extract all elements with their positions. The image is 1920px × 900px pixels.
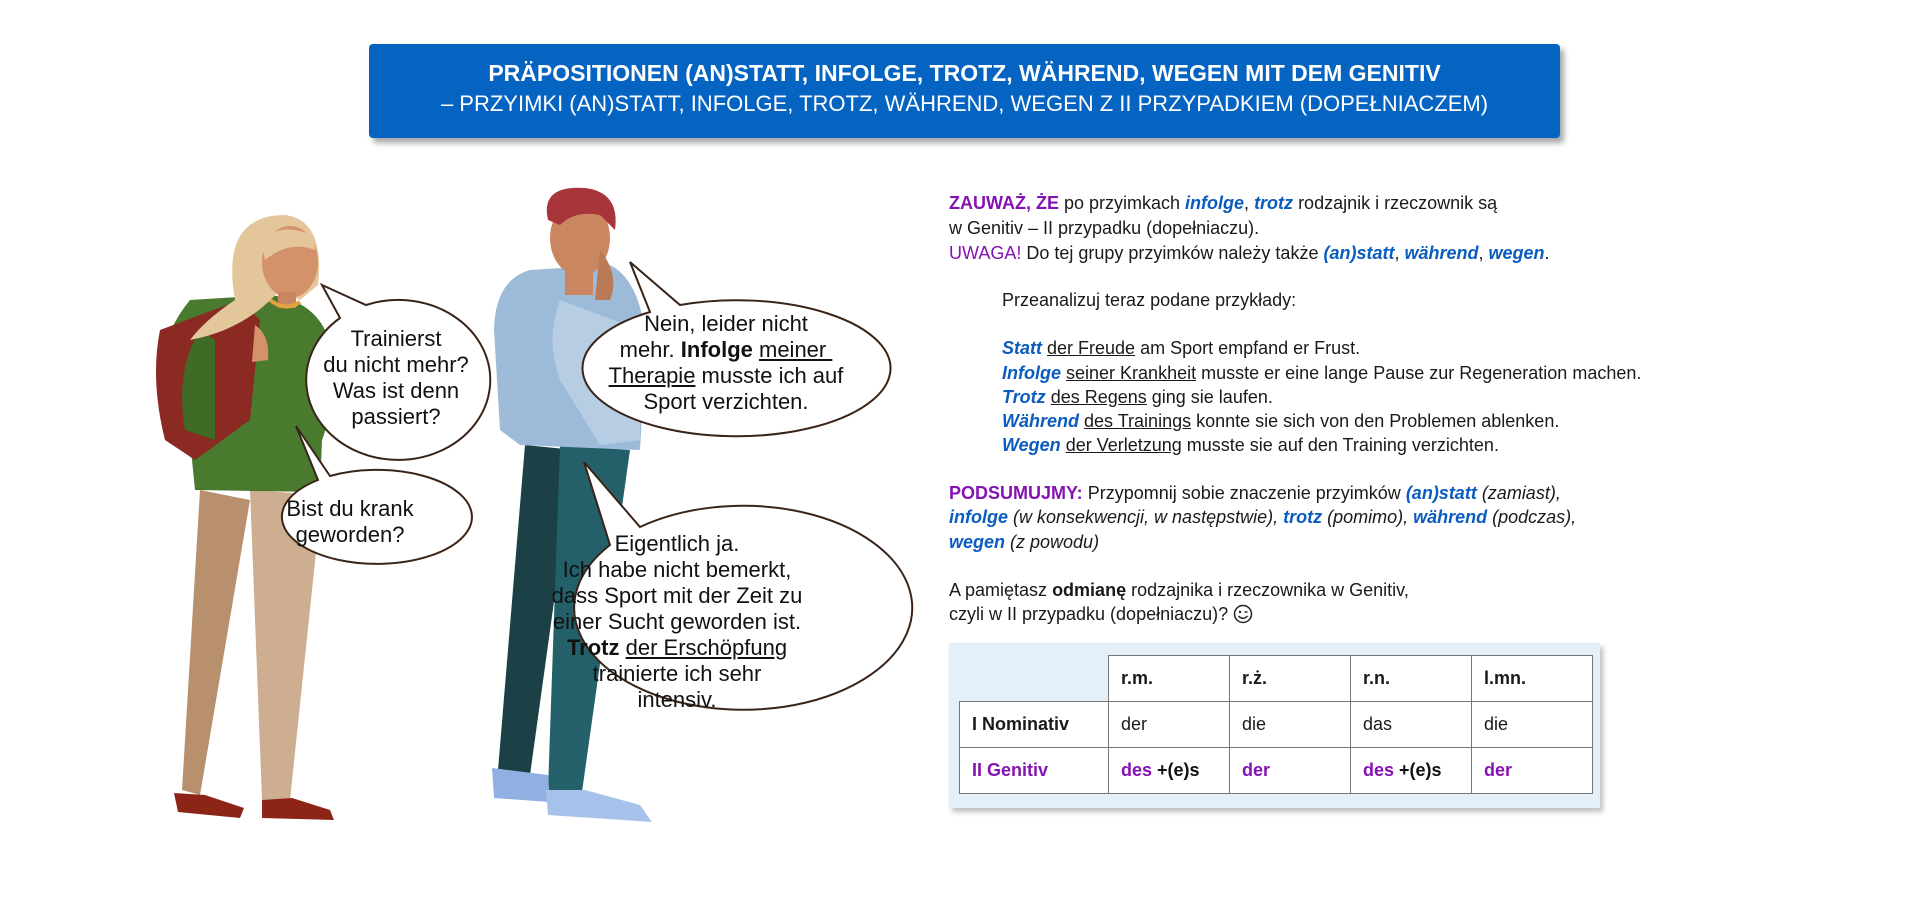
text-segment: (pomimo), (1322, 507, 1414, 527)
text-segment: seiner Krankheit (1066, 363, 1197, 383)
header-cell: r.ż. (1230, 656, 1351, 702)
example-line (1002, 361, 1641, 385)
wink-smiley-icon (1233, 604, 1253, 624)
bubble-line (576, 311, 876, 337)
title-german: PRÄPOSITIONEN (AN)STATT, INFOLGE, TROTZ, WÄHREND, WEGEN MIT DEM GENITIV (488, 60, 1441, 86)
table-cell: die (1230, 702, 1351, 748)
bubble-line: Trainierst (350, 326, 442, 351)
bubble-line (517, 687, 837, 713)
text-segment: Infolge (1002, 363, 1061, 383)
text-segment: der Freude (1047, 338, 1136, 358)
header-cell: r.m. (1109, 656, 1230, 702)
bubble-line: Was ist denn (332, 378, 460, 403)
table-cell (1109, 748, 1230, 794)
text-segment: Statt (1002, 338, 1042, 358)
article: der (1242, 760, 1271, 780)
summary-line (949, 505, 1576, 529)
text-segment: einer Sucht geworden ist. (552, 609, 802, 634)
text-segment: intensiv. (637, 687, 717, 712)
header-cell: r.n. (1351, 656, 1472, 702)
text-segment: ZAUWAŻ, ŻE (949, 193, 1059, 213)
text-segment: mehr. (619, 337, 681, 362)
text-segment: Sport verzichten. (643, 389, 809, 414)
text-segment: (w konsekwencji, w następstwie), (1008, 507, 1284, 527)
text-segment: infolge (1185, 193, 1245, 213)
bubble-1-text (306, 326, 486, 430)
text-segment: der Erschöpfung (625, 635, 788, 660)
row-label: I Nominativ (960, 702, 1109, 748)
table-cell: die (1472, 702, 1593, 748)
title-polish: – PRZYIMKI (AN)STATT, INFOLGE, TROTZ, WÄHREND, WEGEN Z II PRZYPADKIEM (DOPEŁNIACZEM) (440, 91, 1489, 116)
table-header-row (960, 656, 1593, 702)
summary-line (949, 530, 1099, 554)
question-text (949, 604, 1233, 624)
text-segment: (podczas), (1487, 507, 1577, 527)
text-segment: Wegen (1002, 435, 1061, 455)
text-segment: des Regens (1050, 387, 1147, 407)
bubble-4-text (517, 531, 837, 713)
bubble-line (517, 557, 837, 583)
text-segment: (an)statt (1323, 243, 1395, 263)
ending: +(e)s (1394, 760, 1442, 780)
warning-line (949, 241, 1550, 265)
man-figure (492, 188, 652, 822)
bubble-line (576, 363, 876, 389)
article: der (1484, 760, 1513, 780)
bubble-line (576, 389, 876, 415)
bubble-line (517, 609, 837, 635)
header-cell: l.mn. (1472, 656, 1593, 702)
example-line (1002, 336, 1360, 360)
question-line (949, 602, 1253, 626)
table-cell: der (1109, 702, 1230, 748)
text-segment: trainierte ich sehr (592, 661, 762, 686)
bubble-line: passiert? (351, 404, 441, 429)
text-segment: rodzajnika i rzeczownika w Genitiv, (1126, 580, 1409, 600)
table-cell (1472, 748, 1593, 794)
bubble-line (576, 337, 876, 363)
text-segment: trotz (1254, 193, 1294, 213)
text-segment: Do tej grupy przyimków należy także (1021, 243, 1324, 263)
text-segment: wegen (949, 532, 1006, 552)
text-segment: konnte sie sich von den Problemen ablenken. (1191, 411, 1560, 431)
text-segment: trotz (1283, 507, 1323, 527)
table-cell (1230, 748, 1351, 794)
text-segment: rodzajnik i rzeczownik są (1293, 193, 1498, 213)
text-segment: Ich habe nicht bemerkt, (562, 557, 792, 582)
text-segment: der Verletzung (1065, 435, 1182, 455)
text-segment: , (1244, 193, 1255, 213)
text-segment: , (1478, 243, 1489, 263)
text-segment: w Genitiv – II przypadku (dopełniaczu). (949, 218, 1260, 238)
article: des (1121, 760, 1153, 780)
text-segment: Trotz (566, 635, 620, 660)
text-segment: A pamiętasz (949, 580, 1053, 600)
ending: +(e)s (1152, 760, 1200, 780)
text-segment: musste er eine lange Pause zur Regeneration machen. (1196, 363, 1642, 383)
text-segment: UWAGA! (949, 243, 1022, 263)
text-segment: . (1544, 243, 1550, 263)
bubble-line (517, 531, 837, 557)
text-segment: Przypomnij sobie znaczenie przyimków (1082, 483, 1406, 503)
text-segment: (an)statt (1405, 483, 1477, 503)
text-segment: Therapie (608, 363, 696, 388)
note-line (949, 216, 1259, 240)
bubble-line (517, 635, 837, 661)
genitiv-declension-table (949, 643, 1600, 808)
bubble-line: du nicht mehr? (323, 352, 469, 377)
example-line (1002, 385, 1273, 409)
text-segment: (z powodu) (1005, 532, 1100, 552)
text-segment: Während (1002, 411, 1080, 431)
text-segment: meiner (759, 337, 833, 362)
text-segment: PODSUMUJMY: (949, 483, 1083, 503)
text-segment: während (1404, 243, 1479, 263)
example-line (1002, 409, 1559, 433)
text-segment: Infolge (680, 337, 753, 362)
text-segment: infolge (949, 507, 1008, 527)
text-segment: odmianę (1052, 580, 1127, 600)
bubble-line (517, 661, 837, 687)
bubble-line: Bist du krank (286, 496, 414, 521)
bubble-line: geworden? (295, 522, 405, 547)
question-line (949, 578, 1409, 602)
bubble-2-text (260, 496, 440, 548)
summary-line (949, 481, 1561, 505)
row-label: II Genitiv (960, 748, 1109, 794)
example-line (1002, 433, 1499, 457)
text-segment: ging sie laufen. (1146, 387, 1273, 407)
text-segment: (zamiast), (1476, 483, 1561, 503)
instruction-line (1002, 288, 1296, 312)
note-line (949, 191, 1497, 215)
table-row-genitiv (960, 748, 1593, 794)
bubble-line (517, 583, 837, 609)
table-cell: das (1351, 702, 1472, 748)
text-segment: czyli w II przypadku (dopełniaczu)? (949, 604, 1234, 624)
text-segment: Przeanalizuj teraz podane przykłady: (1002, 290, 1297, 310)
text-segment: des Trainings (1084, 411, 1192, 431)
text-segment: während (1413, 507, 1488, 527)
text-segment: Nein, leider nicht (644, 311, 808, 336)
text-segment: Trotz (1002, 387, 1046, 407)
bubble-3-text (576, 311, 876, 415)
text-segment: Eigentlich ja. (614, 531, 740, 556)
table-cell (1351, 748, 1472, 794)
text-segment: musste ich auf (695, 363, 844, 388)
text-segment: musste sie auf den Training verzichten. (1181, 435, 1499, 455)
article: des (1363, 760, 1395, 780)
text-segment: am Sport empfand er Frust. (1135, 338, 1361, 358)
text-segment: po przyimkach (1059, 193, 1186, 213)
text-segment: , (1394, 243, 1405, 263)
text-segment: dass Sport mit der Zeit zu (551, 583, 803, 608)
text-segment: wegen (1488, 243, 1545, 263)
table-row-nominativ (960, 702, 1593, 748)
